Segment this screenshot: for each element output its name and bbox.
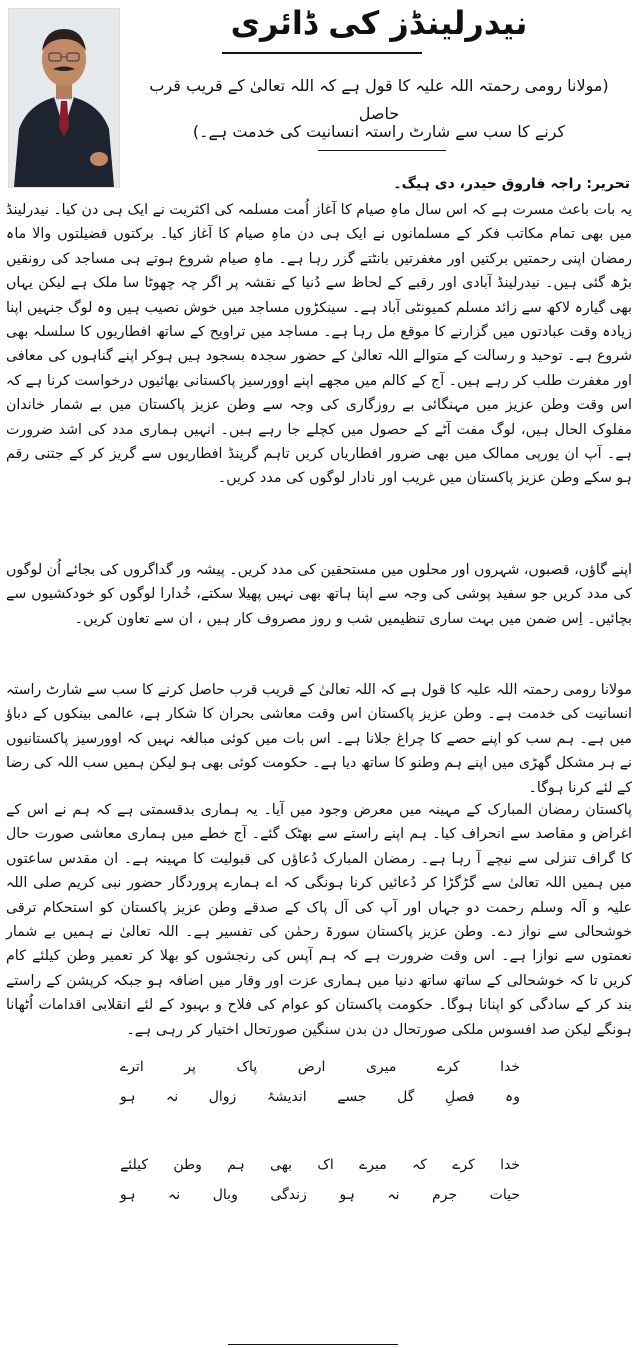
poem-word: وہ: [505, 1089, 520, 1105]
poem-word: جسے: [337, 1089, 367, 1105]
poem-word: نہ: [387, 1187, 400, 1203]
subtitle-line-1: (مولانا رومی رحمتہ اللہ علیہ کا قول ہے کہ اللہ تعالیٰ کے قریب قرب حاصل: [149, 76, 609, 123]
poem-word: پر: [184, 1059, 196, 1075]
poem-word: کرے: [452, 1157, 475, 1173]
poem-word: فصلِ: [445, 1089, 475, 1105]
subtitle-line-2: کرنے کا سب سے شارٹ راستہ انسانیت کی خدمت ہے۔): [192, 122, 566, 141]
page-title: نیدرلینڈز کی ڈائری: [230, 4, 528, 42]
end-rule: [228, 1344, 398, 1345]
poem-word: ہو: [339, 1187, 355, 1203]
poem-word: خدا: [500, 1059, 520, 1075]
paragraph-1: یہ بات باعث مسرت ہے کہ اس سال ماہِ صیام کا آغاز اُمت مسلمہ کی اکثریت نے ایک ہی دن کیا۔ نیدرلینڈ میں بھی تمام مکاتب فکر کے مسلمانوں نے ایک ہی دن ماہِ صیام کا آغاز کیا۔ برکتوں فضیلتوں والا ماہ رمضان اپنی رحمتیں برکتیں اور مغفرتیں بانٹتے گزر رہا ہے۔ ماہِ صیام شروع ہوتے ہی مساجد کی رونقیں بڑھ گئی ہیں۔ نیدرلینڈ آبادی اور رقبے کے لحاظ سے دُنیا کے نقشہ پر اگر چہ چھوٹا سا ملک ہے لیکن یہاں بھی گیارہ لاکھ سے زائد مسلم کمیونٹی آباد ہے۔ سینکڑوں مساجد میں خوش نصیب ہیں وہ لوگ جنہیں اپنا زیادہ وقت عبادتوں میں گزارنے کا موقع مل رہا ہے۔ مساجد میں تراویح کے ساتھ افطاریوں کا سلسلہ بھی شروع ہے۔ توحید و رسالت کے متوالے اللہ تعالیٰ کے حضور سجدہ بسجود ہیں ہوکر اپنے گناہوں کی معافی اور مغفرت طلب کر رہے ہیں۔ آج کے کالم میں مجھے اپنے اوورسیز پاکستانی بھائیوں درخواست کرنا ہے کہ اس وقت وطن عزیز میں مہنگائی بے روزگاری کی وجہ سے وطن عزیز پاکستان میں بے شمار خاندان مفلوک الحال ہیں، لوگ مفت آٹے کے حصول میں کچلے جا رہے ہیں۔ انہیں ہماری مدد کی اشد ضرورت ہے۔ آپ ان یورپی ممالک میں بھی ضرور افطاریاں کریں تاہم گرینڈ افطاریوں سے گریز کر کے جتنی رقم ہو سکے وطن عزیز پاکستان میں غریب اور نادار لوگوں کی مدد کریں۔: [6, 202, 632, 487]
poem-stanza-1: [120, 1052, 520, 1112]
author-photo: [8, 8, 120, 188]
poem-word: ہم: [227, 1157, 245, 1173]
poem-word: زوال: [208, 1089, 237, 1105]
paragraph-4: پاکستان رمضان المبارک کے مہینہ میں معرض وجود میں آیا۔ یہ ہماری بدقسمتی ہے کہ ہم نے اس کے اغراض و مقاصد سے انحراف کیا۔ ہم اپنے راستے سے بھٹک گئے۔ آج خطے میں ہماری معاشی صورت حال کا گراف تنزلی سے نیچے آ رہا ہے۔ رمضان المبارک دُعاؤں کی قبولیت کا مہینہ ہے۔ ان مقدس ساعتوں میں ہمیں اللہ تعالیٰ سے گڑگڑا کر دُعائیں کرنا ہونگی کہ اے ہمارے پروردگار حضور نبی کریم صلی اللہ علیہ و آلہ وسلم رحمت دو جہاں اور آپ کی آل پاک کے صدقے وطن عزیز پاکستان کو استحکام ترقی خوشحالی سے نواز دے۔ وطن عزیز پاکستان سورۃ رحمٰن کی تفسیر ہے۔ اللہ تعالیٰ نے ہمیں بے شمار نعمتوں سے نوازا ہے۔ اس وقت ضرورت ہے کہ ہم آپس کی رنجشوں کو بھلا کر تعمیر وطن کیلئے کام کریں تا کہ خوشحالی کے ساتھ ساتھ دنیا میں ہماری عزت اور وقار میں اضافہ ہو جبکہ کرپشن کے راستے بند کر کے سادگی کو اپنانا ہوگا۔ حکومت پاکستان کو عوام کی فلاح و بہبود کے لئے انقلابی اقدامات اُٹھانا ہونگے لیکن صد افسوس ملکی صورتحال دن بدن سنگین صورتحال اختیار کر رہی ہے۔: [6, 802, 632, 1038]
poem-word: خدا: [500, 1157, 520, 1173]
author-portrait-icon: [9, 9, 119, 187]
poem-word: ہو: [120, 1187, 136, 1203]
poem-line: [120, 1150, 520, 1180]
poem-word: کہ: [412, 1157, 427, 1173]
poem-word: نہ: [166, 1089, 179, 1105]
title-underline: [222, 52, 422, 54]
poem-word: کرے: [436, 1059, 460, 1075]
poem-word: ارض: [297, 1059, 326, 1075]
poem-word: گل: [397, 1089, 415, 1105]
poem-word: کیلئے: [120, 1157, 149, 1173]
poem-line: [120, 1052, 520, 1082]
paragraph-2: اپنے گاؤں، قصبوں، شہروں اور محلوں میں مستحقین کی مدد کریں۔ پیشہ ور گداگروں کی بجائے اُن لوگوں کی مدد کریں جو سفید پوشی کی وجہ سے اپنا ہاتھ بھی نہیں پھیلا سکتے، خُدارا لوگوں کو خودکشیوں سے بچائیں۔ اِس ضمن میں بہت ساری تنظیمیں شب و روز مصروف کار ہیں ، ان سے تعاون کریں۔: [6, 562, 632, 627]
poem-word: وطن: [173, 1157, 202, 1173]
poem-word: جرم: [432, 1187, 458, 1203]
poem-word: وبال: [212, 1187, 238, 1203]
poem-word: اک: [317, 1157, 334, 1173]
poem-line: [120, 1180, 520, 1210]
poem-word: بھی: [270, 1157, 293, 1173]
byline: تحریر: راجہ فاروق حیدر، دی ہیگ۔: [393, 176, 630, 192]
poem-word: حیات: [489, 1187, 520, 1203]
poem-word: نہ: [168, 1187, 181, 1203]
poem-word: اترے: [120, 1059, 144, 1075]
paragraph-3: مولانا رومی رحمتہ اللہ علیہ کا قول ہے کہ اللہ تعالیٰ کے قریب قرب حاصل کرنے کا سب سے شارٹ راستہ انسانیت کی خدمت ہے۔ وطن عزیز پاکستان اس وقت معاشی بحران کا شکار ہے، عالمی بینکوں کے دباؤ میں ہے۔ ہم سب کو اپنے حصے کا چراغ جلانا ہے۔ اس بات میں کوئی مبالغہ نہیں کہ اوورسیز پاکستانیوں نے ہر مشکل گھڑی میں اپنے ہم وطنو کا ساتھ دیا ہے۔ حکومت کوئی بھی ہو لیکن ہمیں سب اللہ کی رضا کے لئے کرنا ہوگا۔: [6, 682, 632, 796]
poem-word: پاک: [236, 1059, 258, 1075]
poem-stanza-2: [120, 1150, 520, 1210]
poem-word: ہو: [120, 1089, 136, 1105]
poem-word: زندگی: [270, 1187, 307, 1203]
poem-word: میری: [365, 1059, 397, 1075]
poem-word: میرے: [359, 1157, 387, 1173]
article-body: [6, 198, 632, 1068]
subtitle-underline: [318, 150, 446, 151]
poem-word: اندیشۂ: [266, 1089, 307, 1105]
poem-line: [120, 1082, 520, 1112]
